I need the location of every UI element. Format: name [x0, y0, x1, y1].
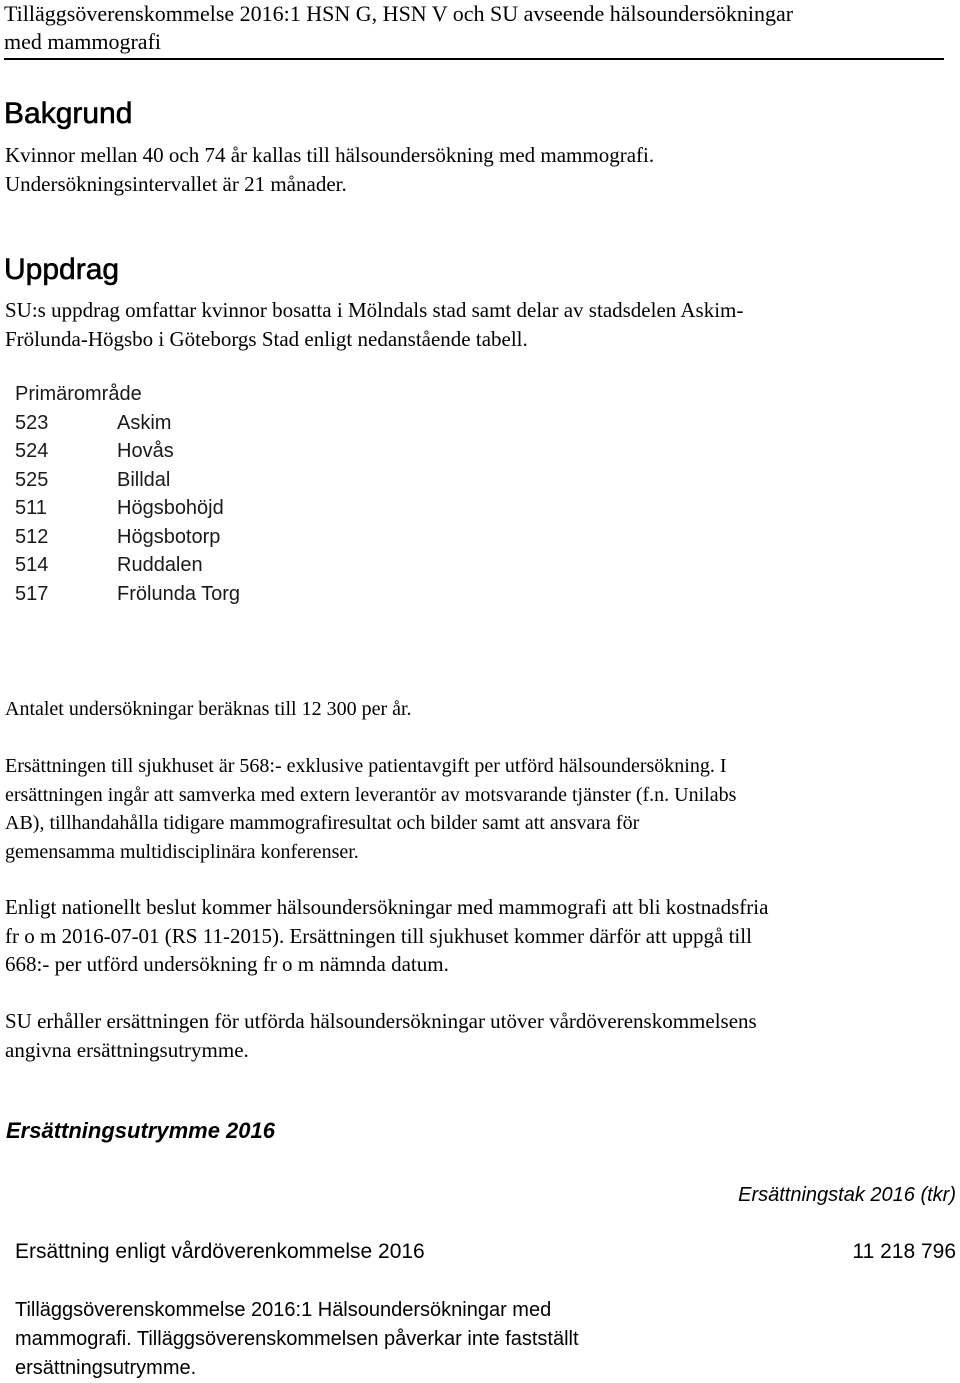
region-name: Billdal [117, 468, 171, 491]
paragraph-line: Enligt nationellt beslut kommer hälsoundersökningar med mammografi att bli kostnadsfria [5, 895, 769, 919]
bakgrund-line-2: Undersökningsintervallet är 21 månader. [5, 171, 347, 196]
paragraph-compensation [5, 752, 925, 866]
bakgrund-text [5, 141, 925, 198]
table-row [15, 523, 415, 552]
compensation-note [15, 1296, 695, 1383]
table-row [15, 551, 415, 580]
paragraph-examinations: Antalet undersökningar beräknas till 12 300 per år. [5, 698, 412, 720]
heading-compensation-space: Ersättningsutrymme 2016 [6, 1118, 275, 1143]
region-code: 514 [15, 554, 49, 576]
header-title-line-2: med mammografi [4, 29, 162, 54]
paragraph-line: angivna ersättningsutrymme. [5, 1037, 249, 1062]
paragraph-line: 668:- per utförd undersökning fr o m nämnda datum. [5, 952, 449, 976]
region-code: 517 [15, 582, 49, 605]
paragraph-line: fr o m 2016-07-01 (RS 11-2015). Ersättningen till sjukhuset kommer därför att uppgå till [5, 923, 752, 948]
region-table-caption: Primärområde [15, 383, 142, 405]
region-code: 525 [15, 468, 49, 491]
region-code: 511 [15, 497, 47, 519]
note-line: mammografi. Tilläggsöverenskommelsen påverkar inte fastställt [15, 1328, 579, 1350]
region-code: 524 [15, 440, 49, 462]
paragraph-line: SU erhåller ersättningen för utförda hälsoundersökningar utöver vårdöverenskommelsens [5, 1009, 757, 1033]
region-name: Hovås [117, 440, 174, 462]
compensation-row-label: Ersättning enligt vårdöverenkommelse 2016 [15, 1240, 425, 1263]
table-row [15, 466, 415, 495]
paragraph-line: Ersättningen till sjukhuset är 568:- exklusive patientavgift per utförd hälsoundersökning. I [5, 755, 727, 777]
region-name: Frölunda Torg [117, 582, 241, 605]
region-name: Ruddalen [117, 554, 203, 576]
uppdrag-text [5, 296, 925, 353]
header-rule [4, 58, 944, 60]
region-name: Askim [117, 411, 172, 434]
header-title-line-1: Tilläggsöverenskommelse 2016:1 HSN G, HSN V och SU avseende hälsoundersökningar [4, 1, 794, 26]
table-row [15, 437, 415, 466]
uppdrag-line-2: Frölunda-Högsbo i Göteborgs Stad enligt nedanstående tabell. [5, 326, 528, 351]
note-line: Tilläggsöverenskommelse 2016:1 Hälsoundersökningar med [15, 1299, 552, 1321]
paragraph-line: gemensamma multidisciplinära konferenser. [5, 840, 359, 863]
paragraph-national-decision [5, 893, 925, 979]
table-row [15, 580, 415, 609]
region-code: 523 [15, 411, 49, 434]
region-name: Högsbohöjd [117, 497, 224, 519]
compensation-row-value: 11 218 796 [852, 1240, 956, 1263]
heading-bakgrund: Bakgrund [4, 97, 133, 130]
heading-uppdrag: Uppdrag [4, 253, 120, 286]
note-line: ersättningsutrymme. [15, 1357, 197, 1379]
region-table-caption-row [15, 380, 415, 409]
paragraph-line: ersättningen ingår att samverka med extern leverantör av motsvarande tjänster (f.n. Unilabs [5, 783, 737, 806]
table-row [15, 494, 415, 523]
region-code: 512 [15, 525, 49, 548]
region-table [15, 380, 415, 608]
uppdrag-line-1: SU:s uppdrag omfattar kvinnor bosatta i Mölndals stad samt delar av stadsdelen Askim- [5, 298, 744, 322]
compensation-row [15, 1239, 956, 1265]
table-row [15, 409, 415, 438]
compensation-column-header: Ersättningstak 2016 (tkr) [738, 1184, 956, 1206]
bakgrund-line-1: Kvinnor mellan 40 och 74 år kallas till hälsoundersökning med mammografi. [5, 143, 655, 167]
paragraph-line: AB), tillhandahålla tidigare mammografiresultat och bilder samt att ansvara för [5, 812, 640, 834]
document-header [4, 0, 944, 56]
paragraph-su-compensation [5, 1007, 925, 1064]
region-name: Högsbotorp [117, 525, 221, 548]
